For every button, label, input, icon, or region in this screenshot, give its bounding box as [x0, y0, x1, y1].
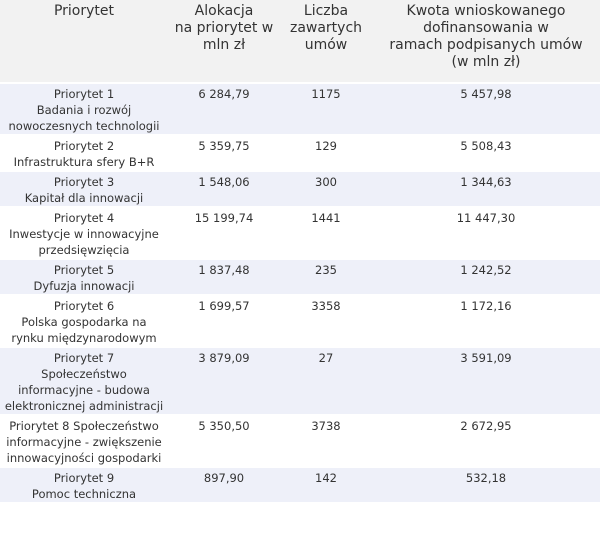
table-row [0, 171, 600, 207]
kwota-value: 1 242,52 [372, 259, 600, 295]
alokacja-value: 5 359,75 [168, 135, 280, 171]
alokacja-value: 3 879,09 [168, 347, 280, 415]
header-row [0, 0, 600, 83]
liczba-value: 235 [280, 259, 372, 295]
kwota-value: 1 344,63 [372, 171, 600, 207]
alokacja-value: 6 284,79 [168, 83, 280, 135]
liczba-value: 3738 [280, 415, 372, 467]
table-row [0, 467, 600, 503]
priority-name: Priorytet 3 Kapitał dla innowacji [0, 171, 168, 207]
priority-name: Priorytet 4 Inwestycje w innowacyjne przedsięwzięcia [0, 207, 168, 259]
kwota-value: 5 457,98 [372, 83, 600, 135]
alokacja-value: 15 199,74 [168, 207, 280, 259]
header-priorytet: Priorytet [0, 0, 168, 83]
kwota-value: 3 591,09 [372, 347, 600, 415]
header-liczba-umow: Liczba zawartych umów [280, 0, 372, 83]
alokacja-value: 1 699,57 [168, 295, 280, 347]
kwota-value: 2 672,95 [372, 415, 600, 467]
priority-name: Priorytet 7 Społeczeństwo informacyjne - budowa elektronicznej administracji [0, 347, 168, 415]
alokacja-value: 1 837,48 [168, 259, 280, 295]
priority-name: Priorytet 2 Infrastruktura sfery B+R [0, 135, 168, 171]
table-row [0, 207, 600, 259]
liczba-value: 3358 [280, 295, 372, 347]
liczba-value: 142 [280, 467, 372, 503]
table-row [0, 259, 600, 295]
liczba-value: 1175 [280, 83, 372, 135]
table-row [0, 295, 600, 347]
kwota-value: 1 172,16 [372, 295, 600, 347]
kwota-value: 5 508,43 [372, 135, 600, 171]
priority-name: Priorytet 8 Społeczeństwo informacyjne - zwiększenie innowacyjności gospodarki [0, 415, 168, 467]
header-kwota: Kwota wnioskowanego dofinansowania w ramach podpisanych umów (w mln zł) [372, 0, 600, 83]
alokacja-value: 5 350,50 [168, 415, 280, 467]
priority-name: Priorytet 5 Dyfuzja innowacji [0, 259, 168, 295]
liczba-value: 27 [280, 347, 372, 415]
kwota-value: 11 447,30 [372, 207, 600, 259]
liczba-value: 1441 [280, 207, 372, 259]
liczba-value: 300 [280, 171, 372, 207]
kwota-value: 532,18 [372, 467, 600, 503]
priority-name: Priorytet 1 Badania i rozwój nowoczesnych technologii [0, 83, 168, 135]
header-alokacja: Alokacja na priorytet w mln zł [168, 0, 280, 83]
alokacja-value: 897,90 [168, 467, 280, 503]
table-row [0, 347, 600, 415]
alokacja-value: 1 548,06 [168, 171, 280, 207]
table-row [0, 135, 600, 171]
table-row [0, 415, 600, 467]
table-row [0, 83, 600, 135]
priority-name: Priorytet 6 Polska gospodarka na rynku międzynarodowym [0, 295, 168, 347]
liczba-value: 129 [280, 135, 372, 171]
priority-name: Priorytet 9 Pomoc techniczna [0, 467, 168, 503]
